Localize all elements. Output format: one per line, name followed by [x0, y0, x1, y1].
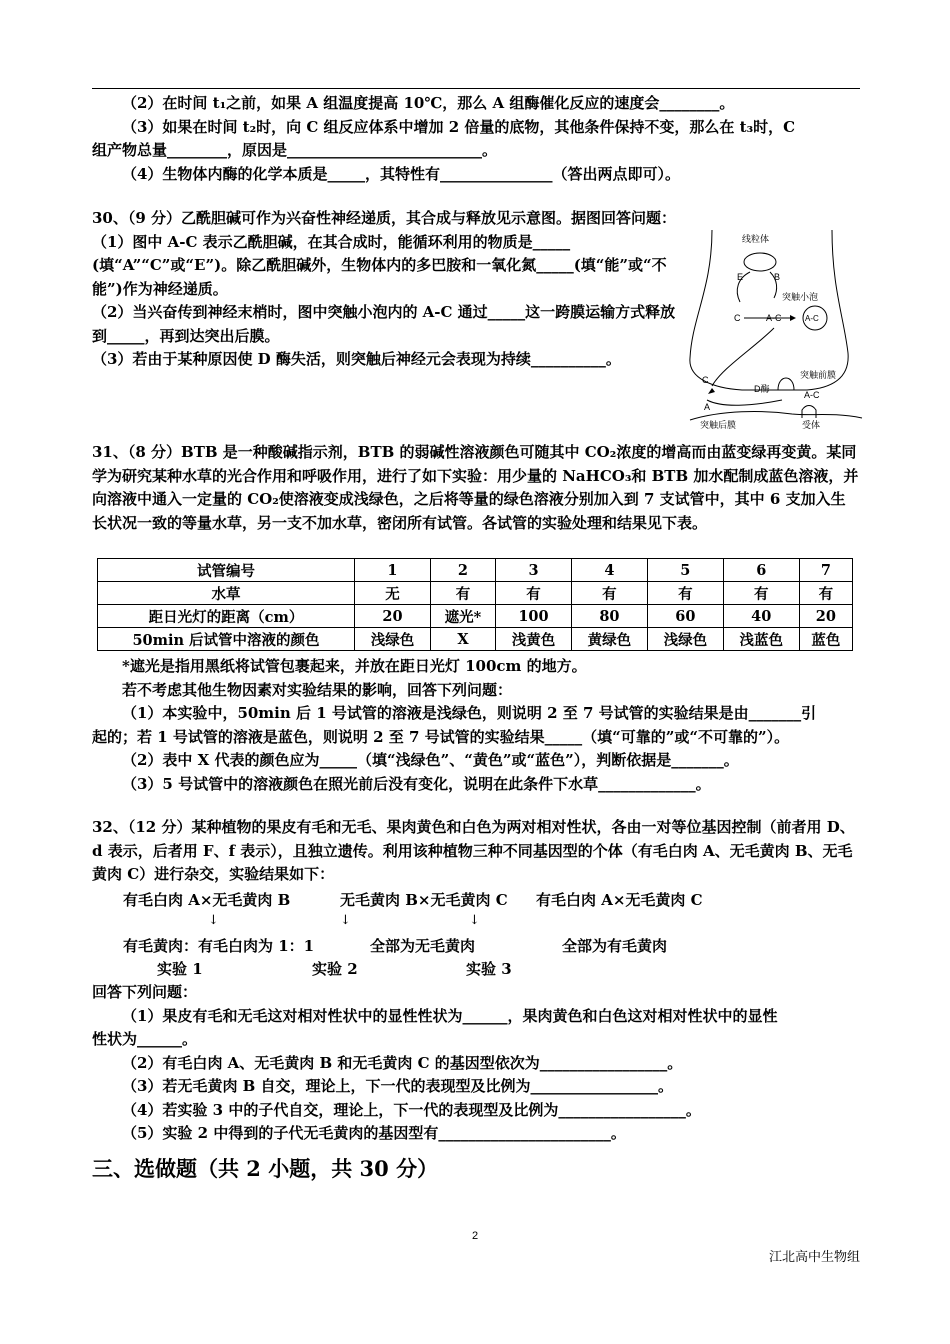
table-cell: 有 — [496, 582, 572, 605]
q32-part5: （5）实验 2 中得到的子代无毛黄肉的基因型有_______________________。 — [122, 1124, 626, 1142]
label-AC-vesicle: A-C — [805, 314, 819, 323]
table-row — [98, 582, 853, 605]
table-cell: X — [430, 628, 495, 651]
arrow-3: ↓ — [469, 913, 480, 928]
q31-lead: 若不考虑其他生物因素对实验结果的影响，回答下列问题： — [122, 680, 513, 699]
q30-part1: （1）图中 A-C 表示乙酰胆碱，在其合成时，能循环利用的物质是_____ (填“A”“C”或“E”)。除乙酰胆碱外，生物体内的多巴胺和一氧化氮_____(填“能”或“不能”)作为神经递质。 — [92, 232, 667, 298]
q32-part4: （4）若实验 3 中的子代自交，理论上，下一代的表现型及比例为_________________。 — [122, 1100, 701, 1119]
q29-part3-line1: （3）如果在时间 t₂时，向 C 组反应体系中增加 2 倍量的底物，其他条件保持不变，那么在 t₃时，C — [122, 117, 796, 136]
synapse-diagram — [682, 228, 867, 434]
experiment-3-label: 实验 3 — [466, 960, 512, 978]
page-number: 2 — [471, 1230, 479, 1242]
question-29-block — [92, 92, 860, 186]
experiment-2-label: 实验 2 — [312, 960, 358, 978]
table-cell: 无 — [355, 582, 431, 605]
table-row — [98, 605, 853, 628]
table-cell: 60 — [647, 605, 723, 628]
q30-part2: （2）当兴奋传到神经末梢时，图中突触小泡内的 A-C 通过_____这一跨膜运输方式释放到_____，再到达突出后膜。 — [92, 303, 676, 345]
arrow-2: ↓ — [340, 913, 351, 928]
q32-part1-line1: （1）果皮有毛和无毛这对相对性状中的显性性状为______，果肉黄色和白色这对相对性状中的显性 — [122, 1006, 778, 1025]
label-vesicle: 突触小泡 — [782, 292, 819, 302]
header-rule — [92, 88, 860, 89]
table-cell: 有 — [571, 582, 647, 605]
cross-3: 有毛白肉 A×无毛黄肉 C — [536, 891, 703, 909]
table-cell: 5 — [647, 559, 723, 582]
table-cell: 有 — [799, 582, 852, 605]
label-mitochondrion: 线粒体 — [742, 234, 770, 244]
table-cell: 有 — [723, 582, 799, 605]
label-receptor: 受体 — [802, 420, 821, 430]
label-B: B — [774, 272, 781, 282]
label-presynaptic-membrane: 突触前膜 — [800, 370, 837, 380]
mitochondrion-shape — [744, 253, 776, 271]
q32-part3: （3）若无毛黄肉 B 自交，理论上，下一代的表现型及比例为_________________。 — [122, 1077, 674, 1095]
table-cell: 浅黄色 — [496, 628, 572, 651]
table-cell: 黄绿色 — [571, 628, 647, 651]
table-cell: 2 — [430, 559, 495, 582]
table-cell: 6 — [723, 559, 799, 582]
table-cell: 遮光* — [430, 605, 495, 628]
experiment-table — [97, 558, 853, 651]
table-row — [98, 628, 853, 651]
table-cell: 1 — [355, 559, 431, 582]
q32-part1-line2: 性状为______。 — [92, 1030, 198, 1048]
q29-part4: （4）生物体内酶的化学本质是_____，其特性有_______________（答出两点即可）。 — [122, 164, 680, 183]
label-A: A — [704, 402, 711, 412]
question-32-block — [92, 816, 860, 887]
q32-lead: 回答下列问题： — [92, 983, 198, 1001]
table-cell: 20 — [355, 605, 431, 628]
table-cell: 80 — [571, 605, 647, 628]
q31-intro: 31、（8 分）BTB 是一种酸碱指示剂，BTB 的弱碱性溶液颜色可随其中 CO₂浓度的增高而由蓝变绿再变黄。某同学为研究某种水草的光合作用和呼吸作用，进行了如下实验：用少量的 NaHCO₃和 BTB 加水配制成蓝色溶液，并向溶液中通入一定量的 CO₂使溶液变成浅绿色，之后将等量的绿色溶液分别加入到 7 支试管中，其中 6 支加入生长状况一致的等量水草，另一支不加水草，密闭所有试管。各试管的实验处理和结果见下表。 — [92, 443, 859, 532]
footer-label: 江北高中生物组 — [768, 1249, 860, 1264]
table-cell: 有 — [647, 582, 723, 605]
label-C-top: C — [734, 313, 741, 323]
q30-intro: 30、（9 分）乙酰胆碱可作为兴奋性神经递质，其合成与释放见示意图。据图回答问题： — [92, 209, 677, 227]
cross-2: 无毛黄肉 B×无毛黄肉 C — [340, 891, 508, 909]
table-cell: 3 — [496, 559, 572, 582]
q31-part1-line2: 起的；若 1 号试管的溶液是蓝色，则说明 2 至 7 号试管的实验结果_____（填“可靠的”或“不可靠的”）。 — [92, 727, 790, 746]
question-30-block — [92, 207, 677, 372]
result-2: 全部为无毛黄肉 — [370, 937, 476, 955]
receptor-shape — [802, 406, 816, 419]
table-cell: 4 — [571, 559, 647, 582]
q30-part3: （3）若由于某种原因使 D 酶失活，则突触后神经元会表现为持续__________。 — [92, 350, 621, 368]
q32-intro: 32、（12 分）某种植物的果皮有毛和无毛、果肉黄色和白色为两对相对性状，各由一对等位基因控制（前者用 D、d 表示，后者用 F、f 表示），且独立遗传。利用该种植物三种不同基因型的个体（有毛白肉 A、无毛黄肉 B、无毛黄肉 C）进行杂交，实验结果如下： — [92, 818, 855, 883]
cross-1: 有毛白肉 A×无毛黄肉 B — [123, 891, 291, 909]
table-cell: 7 — [799, 559, 852, 582]
label-AC-cleft: A-C — [804, 390, 820, 400]
arrow-1: ↓ — [208, 913, 219, 928]
q29-part2: （2）在时间 t₁之前，如果 A 组温度提高 10℃，那么 A 组酶催化反应的速度会________。 — [122, 94, 735, 112]
table-cell: 100 — [496, 605, 572, 628]
question-31-block — [92, 441, 860, 535]
table-cell: 蓝色 — [799, 628, 852, 651]
result-3: 全部为有毛黄肉 — [562, 937, 668, 955]
table-cell: 浅蓝色 — [723, 628, 799, 651]
table-cell: 40 — [723, 605, 799, 628]
table-row — [98, 559, 853, 582]
label-D-enzyme: D酶 — [754, 384, 770, 394]
question-32-subparts — [92, 981, 860, 1146]
label-C-bottom: C — [702, 375, 709, 385]
question-31-subparts — [92, 655, 860, 796]
label-E: E — [737, 272, 744, 282]
q29-part3-line2: 组产物总量________，原因是__________________________。 — [92, 141, 498, 159]
table-row-header: 试管编号 — [98, 559, 355, 582]
q31-part2: （2）表中 X 代表的颜色应为_____（填“浅绿色”、“黄色”或“蓝色”），判断依据是_______。 — [122, 751, 739, 769]
result-1: 有毛黄肉：有毛白肉为 1：1 — [123, 937, 315, 955]
experiment-1-label: 实验 1 — [157, 960, 203, 978]
label-AC-left: A-C — [766, 313, 782, 323]
q31-note: *遮光是指用黑纸将试管包裹起来，并放在距日光灯 100cm 的地方。 — [122, 657, 587, 675]
table-cell: 浅绿色 — [647, 628, 723, 651]
table-cell: 20 — [799, 605, 852, 628]
table-row-header: 50min 后试管中溶液的颜色 — [98, 628, 355, 651]
table-cell: 浅绿色 — [355, 628, 431, 651]
table-row-header: 距日光灯的距离（cm） — [98, 605, 355, 628]
q31-part3: （3）5 号试管中的溶液颜色在照光前后没有变化，说明在此条件下水草_____________。 — [122, 774, 711, 793]
section-3-heading: 三、选做题（共 2 小题，共 30 分） — [92, 1156, 439, 1181]
q31-part1-line1: （1）本实验中，50min 后 1 号试管的溶液是浅绿色，则说明 2 至 7 号试管的实验结果是由_______引 — [122, 704, 817, 722]
label-postsynaptic-membrane: 突触后膜 — [700, 420, 737, 430]
table-row-header: 水草 — [98, 582, 355, 605]
q32-part2: （2）有毛白肉 A、无毛黄肉 B 和无毛黄肉 C 的基因型依次为_________________。 — [122, 1053, 683, 1072]
table-cell: 有 — [430, 582, 495, 605]
